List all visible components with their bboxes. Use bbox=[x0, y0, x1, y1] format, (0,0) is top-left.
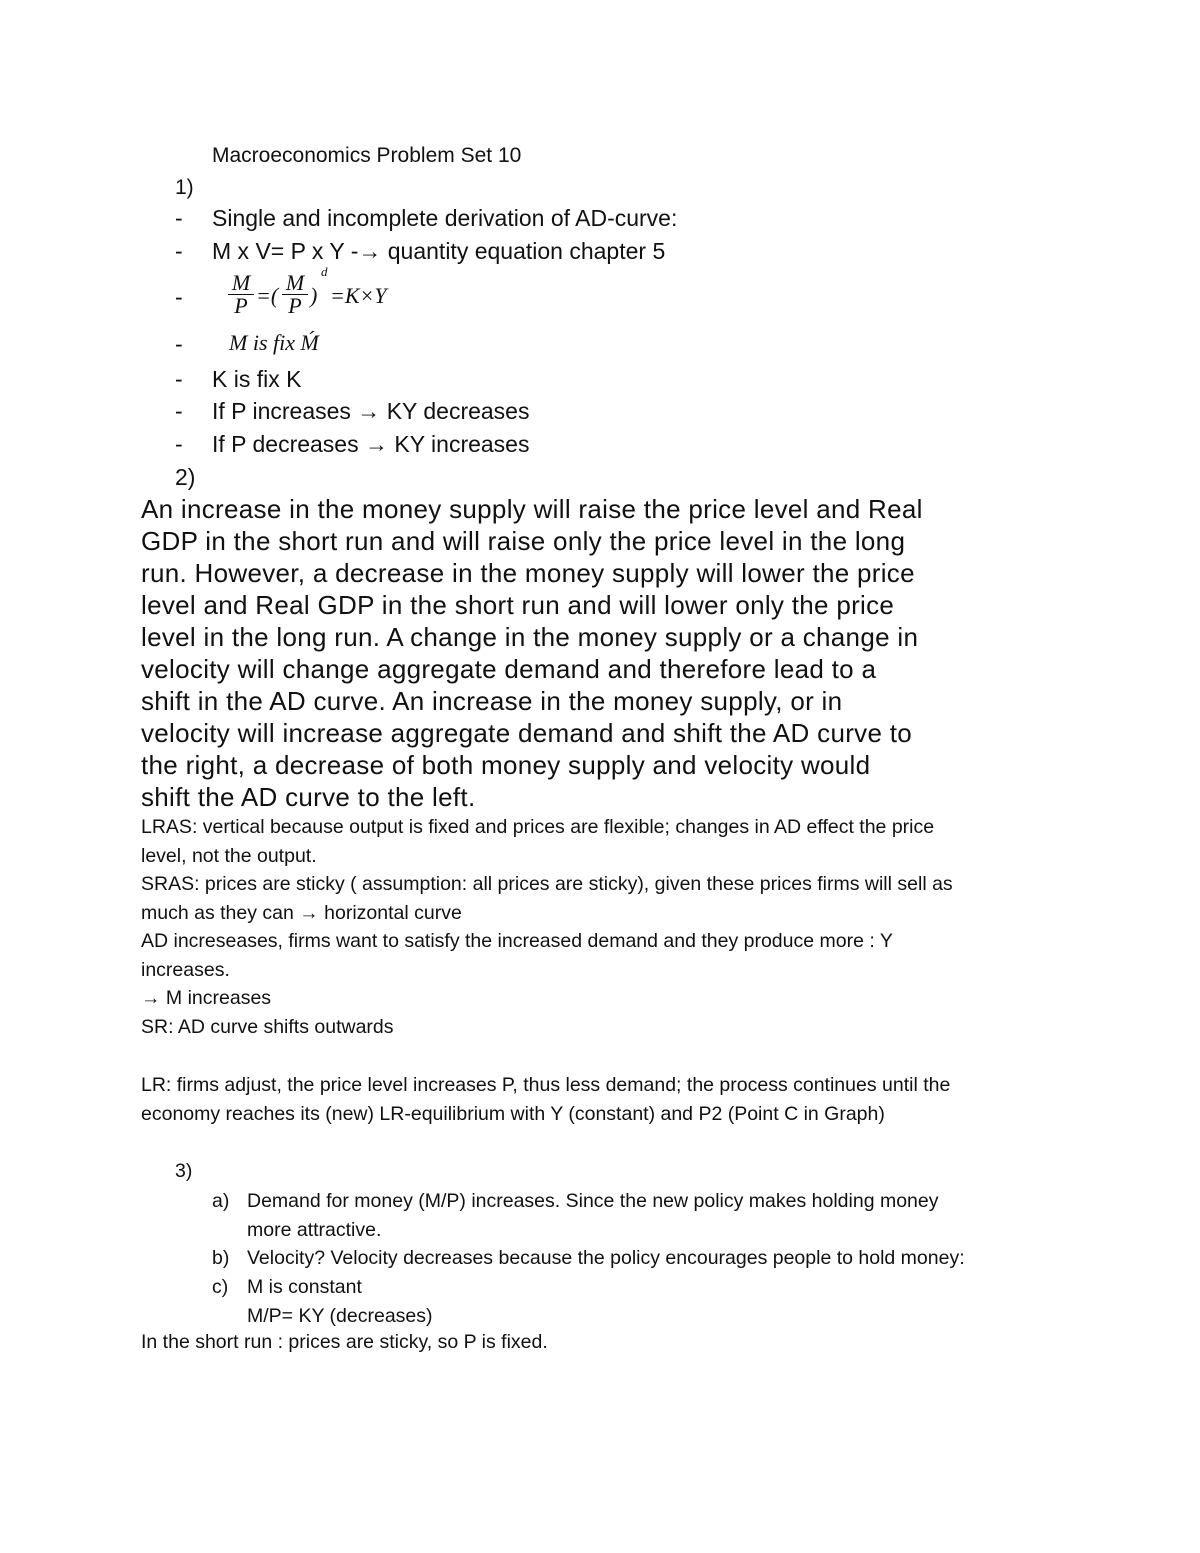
paragraph-line: shift in the AD curve. An increase in the money supply, or in bbox=[141, 686, 843, 716]
list-item bbox=[247, 1187, 938, 1244]
list-item bbox=[247, 1273, 433, 1330]
short-run-note: In the short run : prices are sticky, so P is fixed. bbox=[141, 1331, 548, 1353]
list-item: K is fix K bbox=[212, 366, 302, 392]
list-dash: - bbox=[175, 331, 183, 357]
list-dash: - bbox=[175, 431, 183, 457]
fraction-m-over-p-demand: M P bbox=[280, 272, 310, 317]
list-item: Single and incomplete derivation of AD-curve: bbox=[212, 205, 678, 231]
list-label: c) bbox=[212, 1276, 229, 1298]
note-line: AD increseases, firms want to satisfy the increased demand and they produce more : Y bbox=[141, 930, 893, 952]
list-dash: - bbox=[175, 284, 183, 310]
list-item: Velocity? Velocity decreases because the policy encourages people to hold money: bbox=[247, 1247, 965, 1269]
list-dash: - bbox=[175, 205, 183, 231]
note-line: increases. bbox=[141, 958, 230, 981]
money-supply-paragraph bbox=[141, 493, 1071, 813]
note-line: economy reaches its (new) LR-equilibrium with Y (constant) and P2 (Point C in Graph) bbox=[141, 1102, 885, 1125]
ad-as-notes bbox=[141, 813, 1061, 1041]
question-1-number: 1) bbox=[175, 176, 194, 199]
paragraph-line: run. However, a decrease in the money supply will lower the price bbox=[141, 558, 915, 588]
note-line: → M increases bbox=[141, 987, 272, 1009]
list-dash: - bbox=[175, 238, 183, 264]
question-2-number: 2) bbox=[175, 464, 196, 490]
list-item: If P increases → KY decreases bbox=[212, 398, 530, 424]
list-label: b) bbox=[212, 1247, 230, 1269]
paragraph-line: An increase in the money supply will raise the price level and Real bbox=[141, 494, 923, 524]
paragraph-line: velocity will change aggregate demand and therefore lead to a bbox=[141, 654, 877, 684]
paragraph-line: shift the AD curve to the left. bbox=[141, 782, 476, 812]
paragraph-line: the right, a decrease of both money supply and velocity would bbox=[141, 750, 871, 780]
list-dash: - bbox=[175, 366, 183, 392]
page-title: Macroeconomics Problem Set 10 bbox=[212, 144, 522, 167]
paragraph-line: level and Real GDP in the short run and will lower only the price bbox=[141, 590, 895, 620]
note-line: SRAS: prices are sticky ( assumption: all prices are sticky), given these prices firms will sell as bbox=[141, 873, 953, 895]
note-line: level, not the output. bbox=[141, 844, 317, 867]
list-item: If P decreases → KY increases bbox=[212, 431, 530, 457]
paragraph-line: level in the long run. A change in the money supply or a change in bbox=[141, 622, 919, 652]
note-line: LR: firms adjust, the price level increases P, thus less demand; the process continues until the bbox=[141, 1074, 951, 1096]
fraction-m-over-p: M P bbox=[226, 272, 256, 317]
list-item-line: more attractive. bbox=[247, 1218, 382, 1241]
list-item: M x V= P x Y -→ quantity equation chapter 5 bbox=[212, 238, 666, 264]
note-line: LRAS: vertical because output is fixed and prices are flexible; changes in AD effect the price bbox=[141, 816, 935, 838]
question-3-number: 3) bbox=[175, 1160, 193, 1182]
paragraph-line: GDP in the short run and will raise only the price level in the long bbox=[141, 526, 906, 556]
m-is-fix-equation: M is fix Ḿ bbox=[229, 330, 319, 355]
note-line: SR: AD curve shifts outwards bbox=[141, 1015, 394, 1038]
list-dash: - bbox=[175, 398, 183, 424]
list-item-line: M is constant bbox=[247, 1276, 362, 1298]
money-demand-equation: M P =( M P ) d =K×Y bbox=[226, 272, 426, 322]
list-item-line: Demand for money (M/P) increases. Since the new policy makes holding money bbox=[247, 1190, 939, 1212]
long-run-notes bbox=[141, 1071, 1061, 1128]
note-line: much as they can → horizontal curve bbox=[141, 901, 462, 924]
list-label: a) bbox=[212, 1190, 230, 1212]
list-item-line: M/P= KY (decreases) bbox=[247, 1304, 433, 1327]
paragraph-line: velocity will increase aggregate demand and shift the AD curve to bbox=[141, 718, 913, 748]
